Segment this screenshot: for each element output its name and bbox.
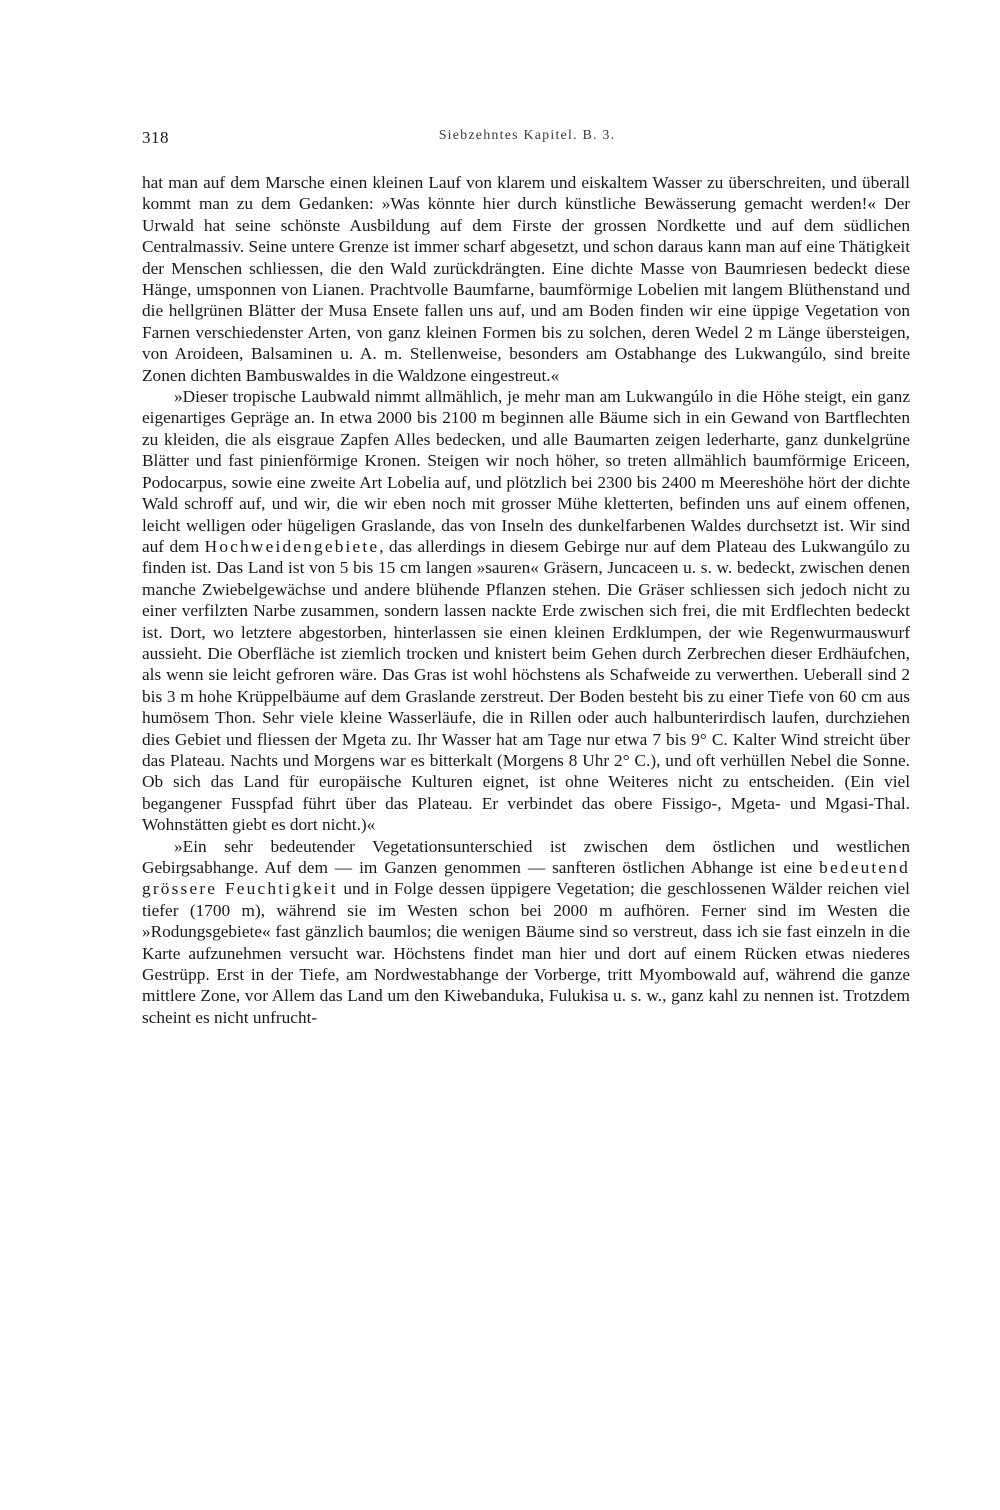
page-number: 318 — [142, 128, 169, 147]
paragraph-1-text: hat man auf dem Marsche einen kleinen Lauf von klarem und eiskaltem Wasser zu überschreiten, und überall kommt man zu dem Gedanken: »Was könnte hier durch künstliche Bewässerung gemacht werden!« Der Urwald hat seine schönste Ausbildung auf dem Firste der grossen Nordkette und auf dem südlichen Centralmassiv. Seine untere Grenze ist immer scharf abgesetzt, und schon daraus kann man auf eine Thätigkeit der Menschen schliessen, die den Wald zurückdrängten. Eine dichte Masse von Baumriesen bedeckt diese Hänge, umsponnen von Lianen. Prachtvolle Baumfarne, baumförmige Lobelien mit langem Blüthenstand und die hellgrünen Blätter der Musa Ensete fallen uns auf, und am Boden finden wir eine üppige Vegetation von Farnen verschiedenster Arten, von ganz kleinen Formen bis zu solchen, deren Wedel 2 m Länge übersteigen, von Aroideen, Balsaminen u. A. m. Stellenweise, besonders am Ostabhange des Lukwangúlo, sind breite Zonen dichten Bambuswaldes in die Waldzone eingestreut.« — [142, 173, 910, 385]
paragraph-3-text-after: und in Folge dessen üppigere Vegetation; die geschlossenen Wälder reichen viel tiefer (1700 m), während sie im Westen schon bei 2000 m aufhören. Ferner sind im Westen die »Rodungsgebiete« fast gänzlich baumlos; die wenigen Bäume sind so verstreut, dass ich sie fast einzeln in die Karte aufzunehmen versucht war. Höchstens findet man hier und dort auf einem Rücken etwas niederes Gestrüpp. Erst in der Tiefe, am Nordwestabhange der Vorberge, tritt Myombowald auf, während die ganze mittlere Zone, vor Allem das Land um den Kiwebanduka, Fulukisa u. s. w., ganz kahl zu nennen ist. Trotzdem scheint es nicht unfrucht- — [142, 879, 910, 1027]
paragraph-2-text-after: , das allerdings in diesem Gebirge nur auf dem Plateau des Lukwangúlo zu finden ist. Das Land ist von 5 bis 15 cm langen »sauren« Gräsern, Juncaceen u. s. w. bedeckt, zwischen denen manche Zwiebelgewächse und andere blühende Pflanzen stehen. Die Gräser schliessen sich jedoch nicht zu einer verfilzten Narbe zusammen, sondern lassen nackte Erde zwischen sich frei, die mit Erdflechten bedeckt ist. Dort, wo letztere abgestorben, hinterlassen sie einen kleinen Erdklumpen, der wie Regenwurmauswurf aussieht. Die Oberfläche ist ziemlich trocken und knistert beim Gehen durch Zerbrechen dieser Erdhäufchen, als wenn sie leicht gefroren wäre. Das Gras ist wohl höchstens als Schafweide zu verwerthen. Ueberall sind 2 bis 3 m hohe Krüppelbäume auf dem Graslande zerstreut. Der Boden besteht bis zu einer Tiefe von 60 cm aus humösem Thon. Sehr viele kleine Wasserläufe, die in Rillen oder auch halbunterirdisch laufen, durchziehen dies Gebiet und fliessen der Mgeta zu. Ihr Wasser hat am Tage nur etwa 7 bis 9° C. Kalter Wind streicht über das Plateau. Nachts und Morgens war es bitterkalt (Morgens 8 Uhr 2° C.), und oft verhüllen Nebel die Sonne. Ob sich das Land für europäische Kulturen eignet, ist ohne Weiteres nicht zu entscheiden. (Ein viel begangener Fusspfad führt über das Plateau. Er verbindet das obere Fissigo-, Mgeta- und Mgasi-Thal. Wohnstätten giebt es dort nicht.)« — [142, 536, 910, 835]
paragraph-3-spaced-term: bedeutend grössere Feuchtigkeit — [142, 858, 910, 899]
running-title: Siebzehntes Kapitel. B. 3. — [438, 128, 616, 143]
paragraph-2-text-before: »Dieser tropische Laubwald nimmt allmählich, je mehr man am Lukwangúlo in die Höhe steigt, ein ganz eigenartiges Gepräge an. In etwa 2000 bis 2100 m beginnen alle Bäume sich in ein Gewand von Bartflechten zu kleiden, die als eisgraue Zapfen Alles bedecken, und alle Baumarten zeigen lederharte, ganz dunkelgrüne Blätter und fast pinienförmige Kronen. Steigen wir noch höher, so treten allmählich baumförmige Ericeen, Podocarpus, sowie eine zweite Art Lobelia auf, und plötzlich bei 2300 bis 2400 m Meereshöhe hört der dichte Wald schroff auf, und wir, die wir eben noch mit grosser Mühe kletterten, befinden uns auf einem offenen, leicht welligen oder hügeligen Graslande, das von Inseln des dunkelfarbenen Waldes durchsetzt ist. Wir sind auf dem — [142, 387, 910, 556]
running-header — [142, 128, 912, 152]
paragraph-3-text-before: »Ein sehr bedeutender Vegetationsunterschied ist zwischen dem östlichen und westlichen Gebirgsabhange. Auf dem — im Ganzen genommen — sanfteren östlichen Abhange ist eine — [142, 836, 910, 877]
body-text — [142, 172, 910, 1028]
paragraph-2-spaced-term: Hochweidengebiete — [204, 536, 380, 556]
paragraph-1 — [142, 172, 910, 386]
paragraph-3 — [142, 836, 910, 1029]
paragraph-2 — [142, 386, 910, 836]
